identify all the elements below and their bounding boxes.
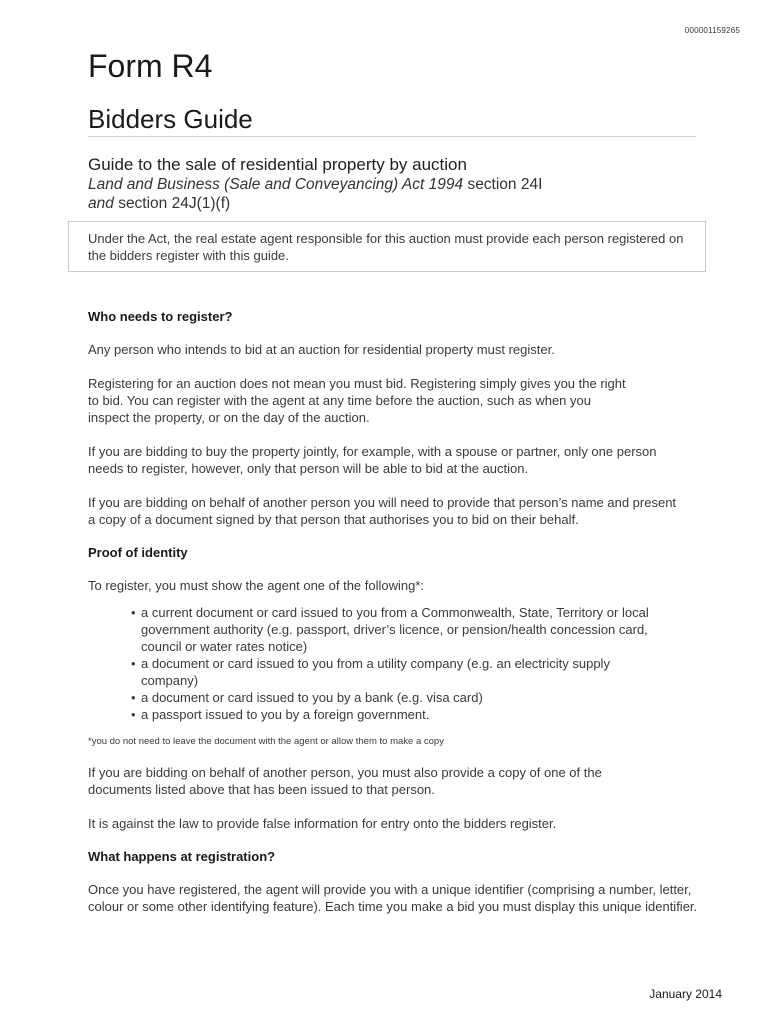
footer-date: January 2014 <box>649 987 722 1001</box>
id-document-list <box>88 604 728 723</box>
notice-box: Under the Act, the real estate agent responsible for this auction must provide each person registered on the bidders register with this guide. <box>68 221 706 272</box>
paragraph: Any person who intends to bid at an auction for residential property must register. <box>88 342 555 357</box>
footnote: *you do not need to leave the document with the agent or allow them to make a copy <box>88 736 444 747</box>
and-word: and <box>88 195 114 212</box>
section-heading-who-register: Who needs to register? <box>88 309 233 324</box>
form-title: Form R4 <box>88 48 213 84</box>
document-id: 000001159265 <box>684 26 740 35</box>
act-name: Land and Business (Sale and Conveyancing) Act 1994 <box>88 176 464 193</box>
paragraph: If you are bidding on behalf of another person, you must also provide a copy of one of the documents listed above that has been issued to that person. <box>88 765 602 797</box>
list-item: • a passport issued to you by a foreign government. <box>131 706 661 723</box>
paragraph: To register, you must show the agent one of the following*: <box>88 578 425 593</box>
title-divider <box>88 136 696 137</box>
paragraph: Registering for an auction does not mean you must bid. Registering simply gives you the right to bid. You can register with the agent at any time before the auction, such as when you inspect the property, or on the day of the auction. <box>88 376 626 425</box>
main-content <box>88 300 728 915</box>
section-primary: section 24I <box>467 176 543 193</box>
section-secondary: section 24J(1)(f) <box>118 195 231 212</box>
subtitle-block <box>88 155 708 213</box>
paragraph: If you are bidding to buy the property jointly, for example, with a spouse or partner, only one person needs to register, however, only that person will be able to bid at the auction. <box>88 444 657 476</box>
section-heading-proof-of-identity: Proof of identity <box>88 545 188 560</box>
subtitle-act <box>88 175 708 213</box>
guide-title: Bidders Guide <box>88 104 253 134</box>
list-item: • a document or card issued to you by a bank (e.g. visa card) <box>131 689 661 706</box>
section-heading-registration: What happens at registration? <box>88 849 276 864</box>
list-item: • a current document or card issued to you from a Commonwealth, State, Territory or local government authority (e.g. passport, driver’s licence, or pension/health concession card, council or water rates notice) <box>131 604 661 655</box>
paragraph: If you are bidding on behalf of another person you will need to provide that person’s name and present a copy of a document signed by that person that authorises you to bid on their behalf. <box>88 495 677 527</box>
list-item: • a document or card issued to you from a utility company (e.g. an electricity supply company) <box>131 655 661 689</box>
paragraph: Once you have registered, the agent will provide you with a unique identifier (comprising a number, letter, colour or some other identifying feature). Each time you make a bid you must display this unique identifier. <box>88 882 698 914</box>
paragraph: It is against the law to provide false information for entry onto the bidders register. <box>88 816 557 831</box>
subtitle-main: Guide to the sale of residential property by auction <box>88 155 467 174</box>
